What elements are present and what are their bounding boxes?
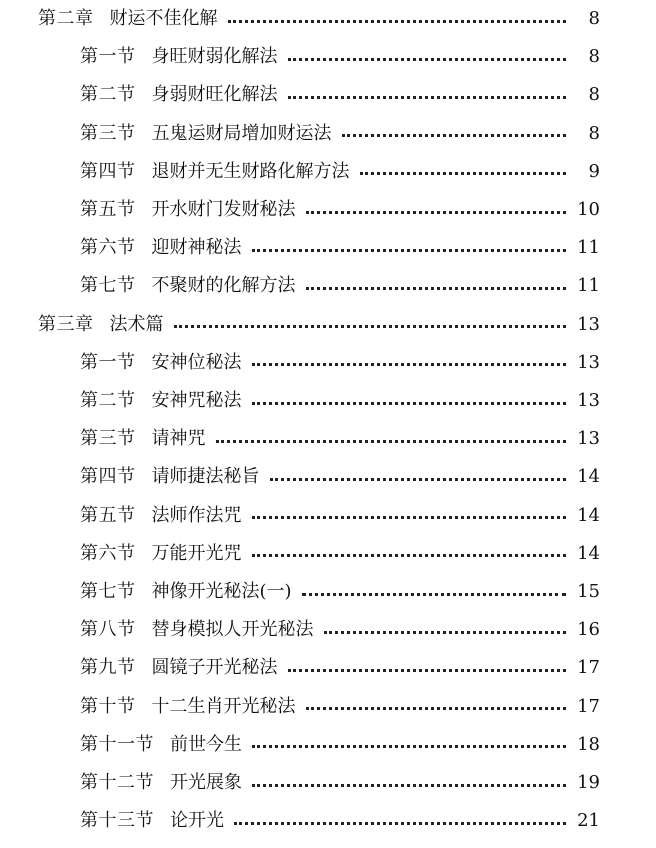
toc-dot-leader	[252, 784, 566, 787]
toc-entry-number: 第二章	[38, 8, 94, 29]
toc-page-number: 14	[577, 466, 600, 488]
toc-dot-leader	[252, 554, 567, 557]
toc-chapter-row	[38, 310, 600, 340]
toc-dot-leader	[288, 669, 567, 672]
toc-page-number: 9	[588, 160, 600, 182]
toc-page-number: 13	[577, 313, 600, 335]
toc-section-row	[80, 692, 600, 722]
toc-entry-title: 请神咒	[151, 428, 206, 450]
toc-entry-title: 十二生肖开光秘法	[151, 695, 296, 717]
toc-page-number: 13	[577, 428, 600, 450]
toc-page-number: 17	[577, 695, 600, 717]
toc-section-row	[80, 539, 600, 569]
toc-entry-title: 开水财门发财秘法	[151, 199, 296, 220]
toc-entry-number: 第十二节	[80, 772, 154, 793]
toc-entry-number: 第一节	[80, 351, 136, 373]
toc-page-number: 8	[588, 84, 600, 106]
toc-dot-leader	[302, 593, 566, 596]
toc-page-number: 8	[588, 8, 600, 29]
toc-page-number: 10	[577, 199, 600, 220]
toc-dot-leader	[360, 172, 567, 175]
toc-entry-number: 第三章	[38, 313, 94, 335]
toc-section-row	[80, 42, 600, 72]
toc-section-row	[80, 730, 600, 760]
toc-entry-title: 神像开光秘法(一)	[151, 581, 292, 602]
toc-entry-number: 第二节	[80, 390, 136, 411]
toc-section-row	[80, 195, 600, 225]
toc-section-row	[80, 615, 600, 645]
toc-entry-title: 论开光	[170, 810, 224, 832]
toc-entry-number: 第十节	[80, 695, 136, 717]
toc-dot-leader	[288, 58, 567, 61]
toc-entry-title: 五鬼运财局增加财运法	[151, 122, 332, 144]
toc-section-row	[80, 424, 600, 454]
toc-page-number: 13	[577, 351, 600, 373]
toc-entry-number: 第六节	[80, 237, 136, 259]
toc-dot-leader	[252, 745, 566, 748]
toc-entry-title: 法术篇	[109, 313, 164, 335]
toc-section-row	[80, 653, 600, 683]
toc-entry-number: 第十一节	[80, 733, 154, 755]
toc-entry-number: 第七节	[80, 275, 136, 297]
toc-section-row	[80, 768, 600, 798]
toc-section-row	[80, 577, 600, 607]
toc-entry-title: 请师捷法秘旨	[151, 466, 260, 488]
toc-entry-title: 退财并无生财路化解方法	[151, 160, 350, 182]
toc-entry-title: 万能开光咒	[151, 542, 242, 564]
toc-section-row	[80, 119, 600, 149]
toc-section-row	[80, 462, 600, 492]
toc-entry-title: 前世今生	[170, 733, 242, 755]
toc-page-number: 16	[577, 619, 600, 641]
toc-section-row	[80, 386, 600, 416]
toc-dot-leader	[306, 211, 567, 214]
toc-entry-number: 第五节	[80, 199, 136, 220]
toc-entry-title: 替身模拟人开光秘法	[151, 619, 314, 641]
toc-dot-leader	[342, 134, 567, 137]
toc-entry-title: 财运不佳化解	[109, 8, 218, 29]
toc-page-number: 14	[577, 542, 600, 564]
toc-page-number: 15	[577, 581, 600, 602]
toc-entry-title: 迎财神秘法	[151, 237, 242, 259]
toc-section-row	[80, 271, 600, 301]
toc-section-row	[80, 806, 600, 836]
toc-section-row	[80, 501, 600, 531]
toc-dot-leader	[288, 96, 567, 99]
toc-entry-number: 第十三节	[80, 810, 154, 832]
toc-dot-leader	[252, 363, 567, 366]
toc-entry-number: 第三节	[80, 428, 136, 450]
toc-entry-title: 法师作法咒	[151, 504, 242, 526]
toc-dot-leader	[216, 440, 567, 443]
toc-entry-title: 安神咒秘法	[151, 390, 242, 411]
toc-page-number: 13	[577, 390, 600, 411]
toc-dot-leader	[252, 516, 567, 519]
toc-dot-leader	[270, 478, 567, 481]
toc-dot-leader	[228, 20, 567, 23]
toc-entry-number: 第八节	[80, 619, 136, 641]
toc-page-number: 21	[577, 810, 600, 832]
toc-page-number: 18	[577, 733, 600, 755]
toc-entry-title: 开光展象	[170, 772, 242, 793]
toc-page-number: 8	[588, 46, 600, 68]
toc-page-number: 11	[577, 237, 600, 259]
toc-section-row	[80, 157, 600, 187]
toc-entry-number: 第一节	[80, 46, 136, 68]
toc-dot-leader	[234, 822, 566, 825]
toc-section-row	[80, 233, 600, 263]
toc-entry-number: 第五节	[80, 504, 136, 526]
toc-chapter-row	[38, 4, 600, 34]
toc-dot-leader	[306, 707, 567, 710]
toc-section-row	[80, 80, 600, 110]
toc-entry-title: 身旺财弱化解法	[151, 46, 278, 68]
toc-page-number: 11	[577, 275, 600, 297]
toc-dot-leader	[252, 402, 567, 405]
toc-page-number: 14	[577, 504, 600, 526]
toc-entry-number: 第四节	[80, 160, 136, 182]
toc-dot-leader	[174, 325, 567, 328]
toc-entry-number: 第四节	[80, 466, 136, 488]
toc-page-number: 8	[588, 122, 600, 144]
toc-entry-number: 第六节	[80, 542, 136, 564]
toc-dot-leader	[324, 631, 567, 634]
toc-entry-number: 第二节	[80, 84, 136, 106]
toc-entry-title: 身弱财旺化解法	[151, 84, 278, 106]
toc-entry-number: 第七节	[80, 581, 136, 602]
toc-page-number: 17	[577, 657, 600, 679]
toc-entry-title: 圆镜子开光秘法	[151, 657, 278, 679]
toc-section-row	[80, 348, 600, 378]
toc-dot-leader	[306, 287, 567, 290]
toc-page-number: 19	[577, 772, 600, 793]
toc-entry-title: 不聚财的化解方法	[151, 275, 296, 297]
toc-entry-number: 第九节	[80, 657, 136, 679]
toc-dot-leader	[252, 249, 567, 252]
toc-entry-title: 安神位秘法	[151, 351, 242, 373]
toc-entry-number: 第三节	[80, 122, 136, 144]
